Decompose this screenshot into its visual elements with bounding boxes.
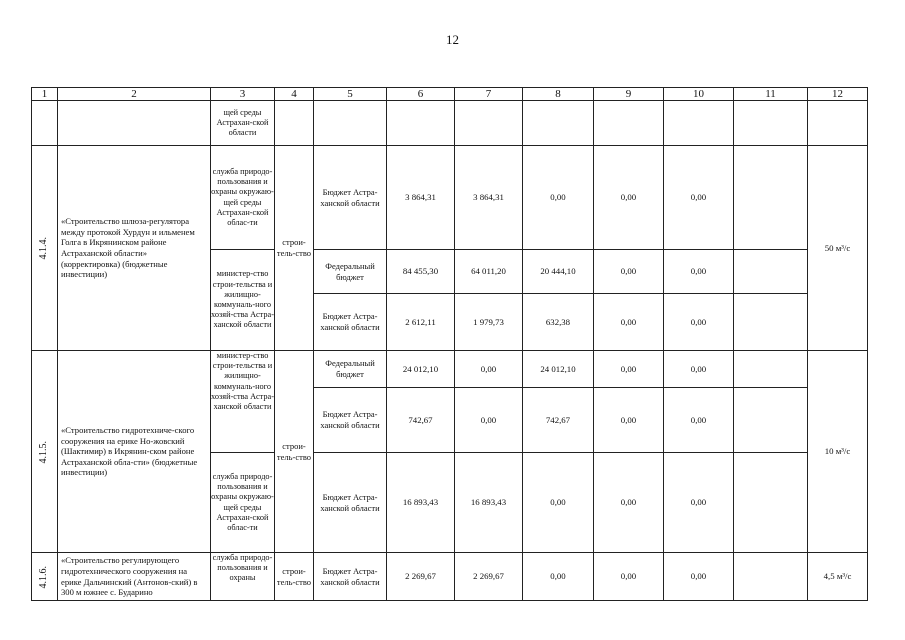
col-header: 3: [211, 88, 275, 101]
funding-source: Бюджет Астра-ханской области: [314, 294, 387, 351]
value-cell: 0,00: [594, 250, 664, 294]
value-cell: 0,00: [664, 453, 734, 553]
capacity-value: 50 м³/с: [808, 146, 868, 351]
funding-source: Федеральный бюджет: [314, 250, 387, 294]
budget-table: [31, 87, 868, 601]
col-header: 7: [455, 88, 523, 101]
col-header: 6: [387, 88, 455, 101]
project-name: «Строительство шлюза-регулятора между протокой Хурдун и ильменем Голга в Икрянинском районе Астраханской области» (корректировка) (бюджетные инвестиции): [58, 146, 211, 351]
responsible-org: служба природо-пользования и охраны окружаю-щей среды Астрахан-ской облас-ти: [211, 146, 275, 250]
value-cell: 0,00: [594, 294, 664, 351]
value-cell: 2 269,67: [455, 553, 523, 601]
value-cell: 0,00: [455, 388, 523, 453]
value-cell: 0,00: [594, 388, 664, 453]
work-type: строи-тель-ство: [275, 553, 314, 601]
col-header: 1: [32, 88, 58, 101]
table-row: [32, 553, 868, 601]
project-name: «Строительство гидротехниче-ского сооружения на ерике Но-жовский (Шактимир) в Икрянин-ском районе Астраханской обла-сти» (бюджетные инвестиции): [58, 351, 211, 553]
col-header: 8: [523, 88, 594, 101]
value-cell: 2 612,11: [387, 294, 455, 351]
project-name: «Строительство регулирующего гидротехнического сооружения на ерике Дальчинский (Антонов-ский) в 300 м южнее с. Бударино: [58, 553, 211, 601]
funding-source: Федеральный бюджет: [314, 351, 387, 388]
page-number: 12: [446, 32, 459, 47]
value-cell: 64 011,20: [455, 250, 523, 294]
col-header: 9: [594, 88, 664, 101]
value-cell: 0,00: [523, 146, 594, 250]
value-cell: 0,00: [664, 388, 734, 453]
capacity-value: 10 м³/с: [808, 351, 868, 553]
value-cell: 24 012,10: [387, 351, 455, 388]
row-index: 4.1.5.: [38, 440, 50, 464]
responsible-org: щей среды Астрахан-ской области: [211, 101, 275, 146]
value-cell: 0,00: [523, 553, 594, 601]
responsible-org: министер-ство строи-тельства и жилищно-коммуналь-ного хозяй-ства Астра-ханской области: [211, 250, 275, 351]
value-cell: 0,00: [523, 453, 594, 553]
funding-source: Бюджет Астра-ханской области: [314, 146, 387, 250]
value-cell: 3 864,31: [455, 146, 523, 250]
value-cell: 3 864,31: [387, 146, 455, 250]
col-header: 2: [58, 88, 211, 101]
value-cell: 632,38: [523, 294, 594, 351]
value-cell: 0,00: [664, 146, 734, 250]
capacity-value: 4,5 м³/с: [808, 553, 868, 601]
value-cell: 1 979,73: [455, 294, 523, 351]
value-cell: 0,00: [594, 146, 664, 250]
work-type: строи-тель-ство: [275, 146, 314, 351]
value-cell: 0,00: [664, 250, 734, 294]
value-cell: 20 444,10: [523, 250, 594, 294]
value-cell: 0,00: [455, 351, 523, 388]
table-row: [32, 101, 868, 146]
funding-source: Бюджет Астра-ханской области: [314, 553, 387, 601]
col-header: 11: [734, 88, 808, 101]
value-cell: 2 269,67: [387, 553, 455, 601]
value-cell: 0,00: [664, 553, 734, 601]
value-cell: 0,00: [594, 553, 664, 601]
row-index: 4.1.4.: [38, 237, 50, 260]
col-header: 4: [275, 88, 314, 101]
responsible-org: служба природо-пользования и охраны окружаю-щей среды Астрахан-ской облас-ти: [211, 453, 275, 553]
table-header-row: [32, 88, 868, 101]
value-cell: 742,67: [387, 388, 455, 453]
work-type: строи-тель-ство: [275, 351, 314, 553]
value-cell: 0,00: [664, 294, 734, 351]
col-header: 5: [314, 88, 387, 101]
value-cell: 0,00: [594, 351, 664, 388]
col-header: 12: [808, 88, 868, 101]
funding-source: Бюджет Астра-ханской области: [314, 388, 387, 453]
funding-source: Бюджет Астра-ханской области: [314, 453, 387, 553]
table-row: [32, 351, 868, 388]
row-index: 4.1.6.: [38, 565, 50, 589]
value-cell: 0,00: [594, 453, 664, 553]
value-cell: 16 893,43: [455, 453, 523, 553]
value-cell: 742,67: [523, 388, 594, 453]
col-header: 10: [664, 88, 734, 101]
value-cell: 0,00: [664, 351, 734, 388]
value-cell: 84 455,30: [387, 250, 455, 294]
table-row: [32, 146, 868, 250]
responsible-org: служба природо-пользования и охраны: [211, 553, 275, 601]
value-cell: 16 893,43: [387, 453, 455, 553]
value-cell: 24 012,10: [523, 351, 594, 388]
responsible-org: министер-ство строи-тельства и жилищно-коммуналь-ного хозяй-ства Астра-ханской области: [211, 351, 275, 453]
